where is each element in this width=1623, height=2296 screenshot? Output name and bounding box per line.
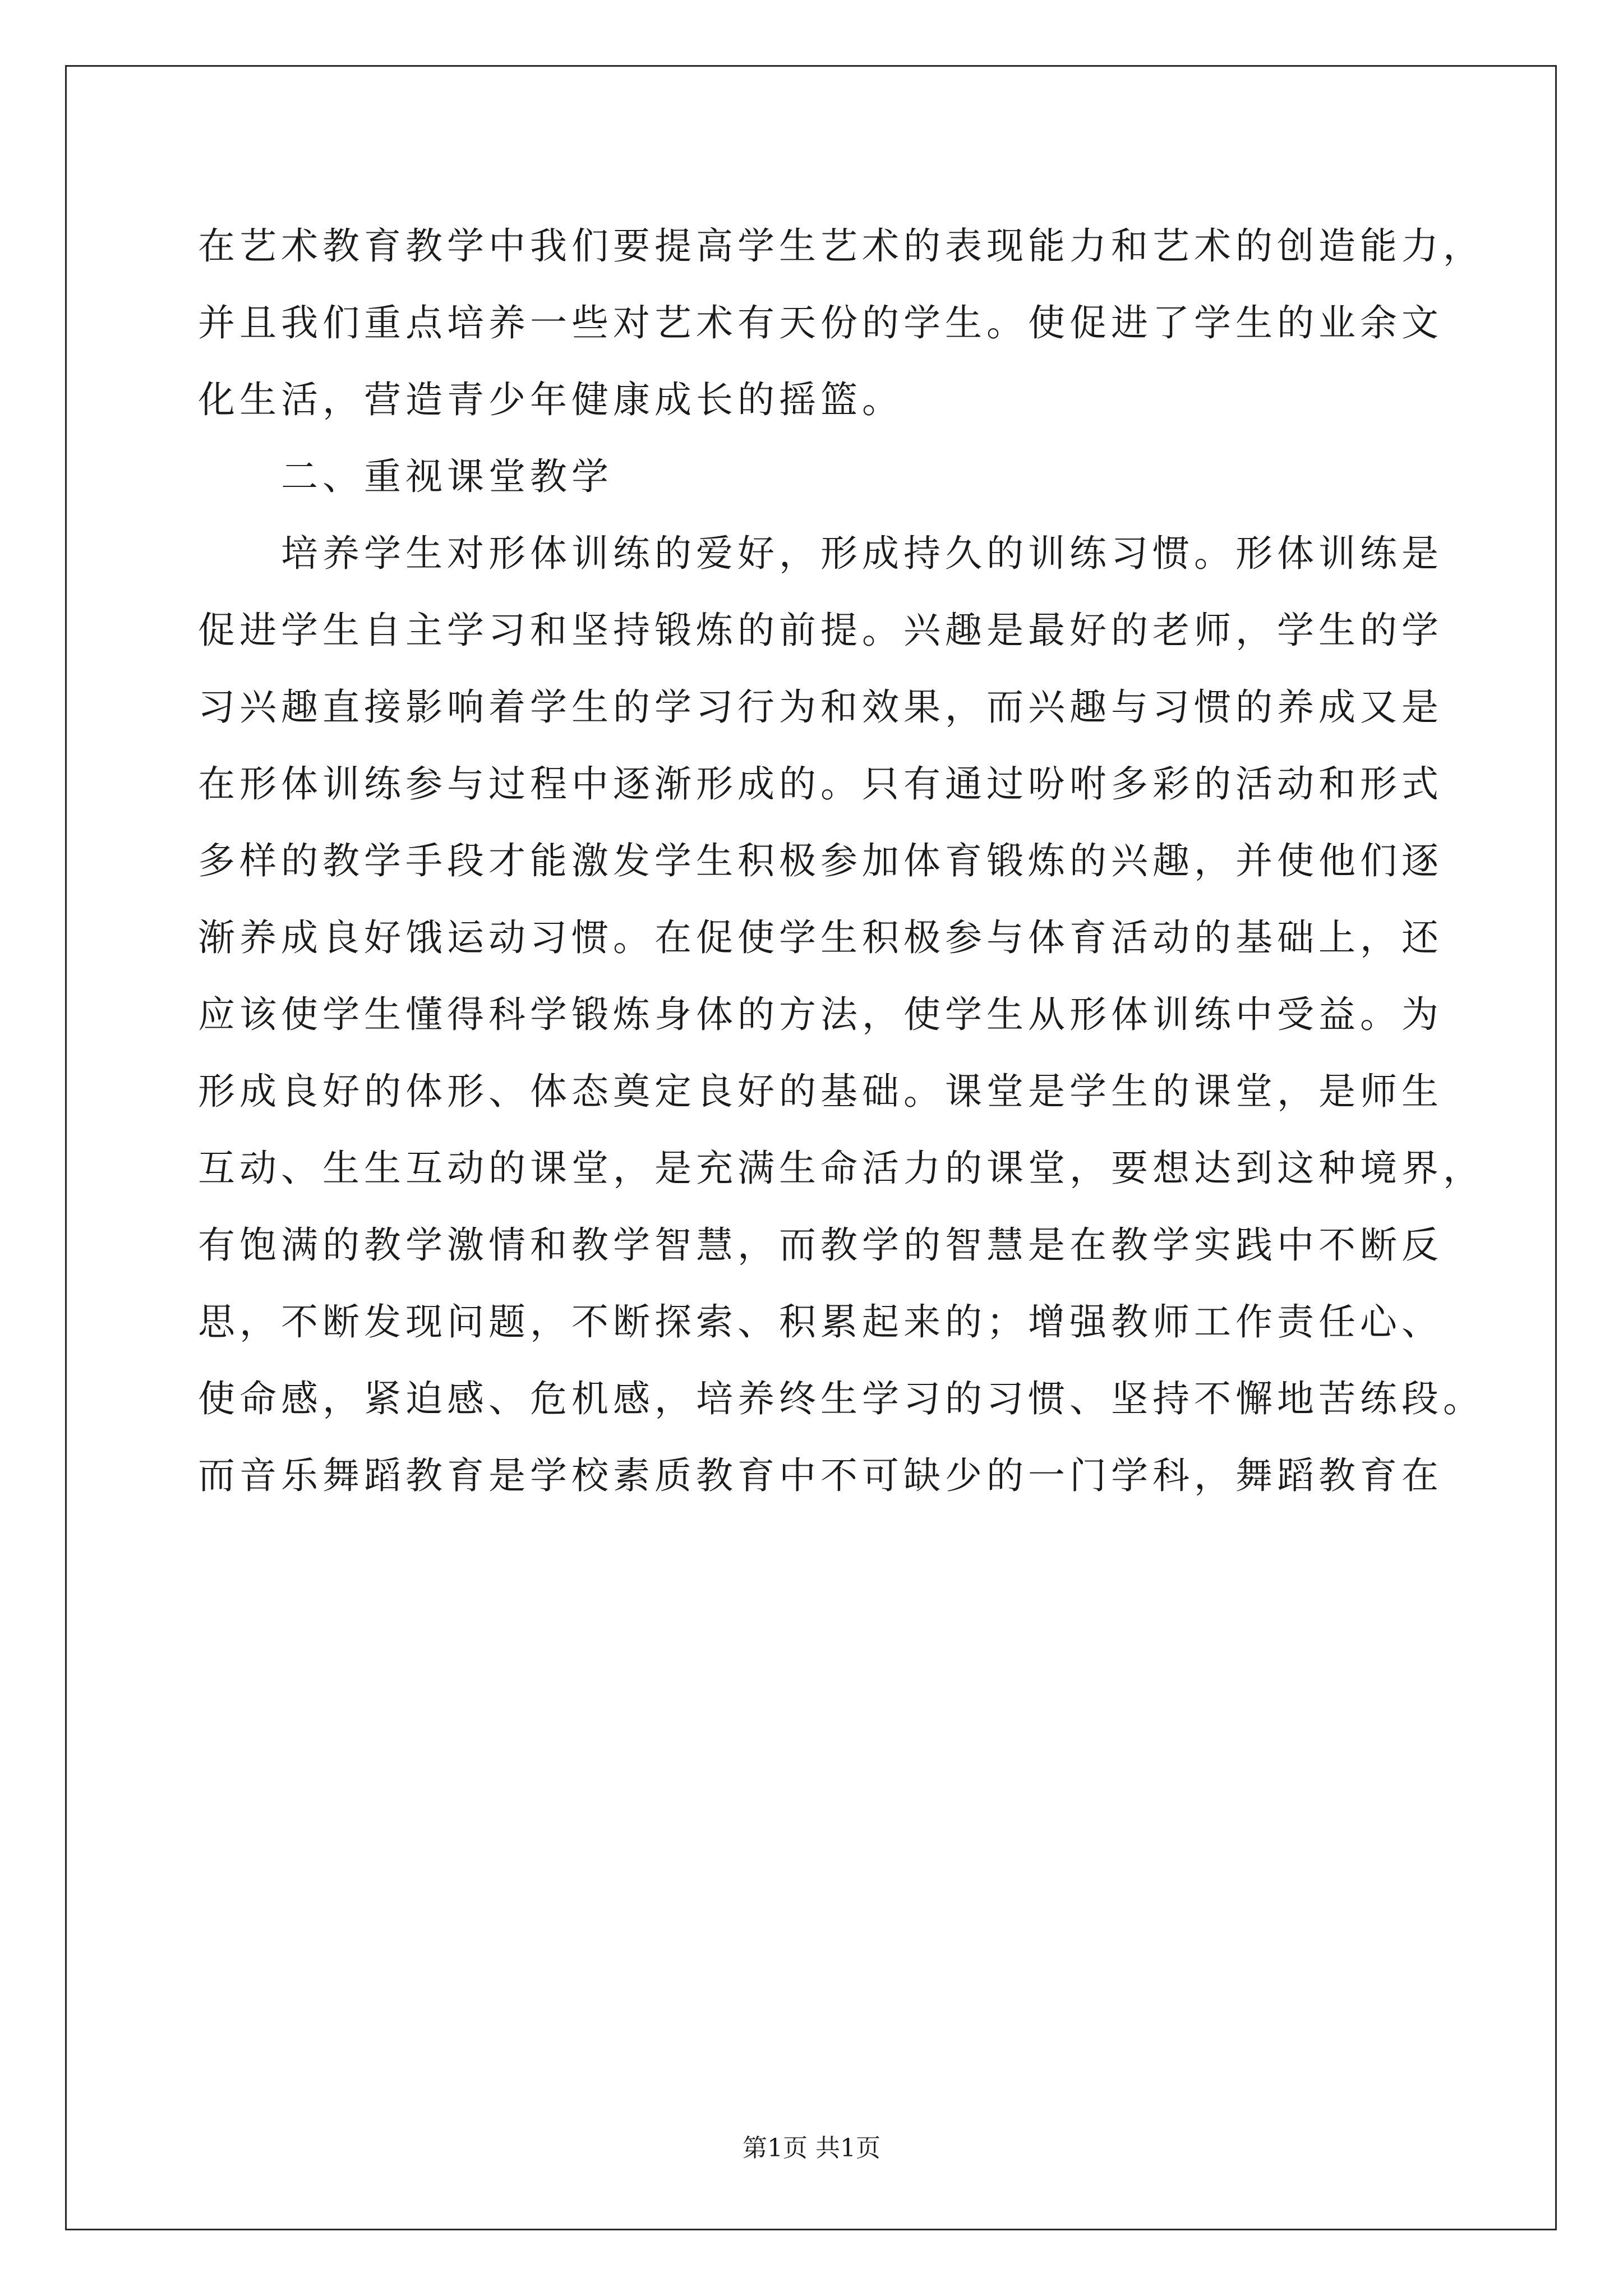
text-line: 培养学生对形体训练的爱好，形成持久的训练习惯。形体训练是 (281, 532, 1443, 575)
text-line: 应该使学生懂得科学锻炼身体的方法，使学生从形体训练中受益。为 (198, 993, 1443, 1036)
text-line: 互动、生生互动的课堂，是充满生命活力的课堂，要想达到这种境界， (198, 1147, 1484, 1190)
text-line: 使命感，紧迫感、危机感，培养终生学习的习惯、坚持不懈地苦练段。 (198, 1377, 1484, 1420)
text-line: 化生活，营造青少年健康成长的摇篮。 (198, 378, 903, 421)
text-line: 在艺术教育教学中我们要提高学生艺术的表现能力和艺术的创造能力， (198, 224, 1484, 268)
page-number-footer: 第1页 共1页 (743, 2134, 880, 2162)
text-line: 在形体训练参与过程中逐渐形成的。只有通过吩咐多彩的活动和形式 (198, 762, 1443, 806)
text-line: 并且我们重点培养一些对艺术有天份的学生。使促进了学生的业余文 (198, 301, 1443, 344)
text-line: 有饱满的教学激情和教学智慧，而教学的智慧是在教学实践中不断反 (198, 1223, 1443, 1267)
text-line: 多样的教学手段才能激发学生积极参加体育锻炼的兴趣，并使他们逐 (198, 839, 1443, 882)
text-line: 习兴趣直接影响着学生的学习行为和效果，而兴趣与习惯的养成又是 (198, 685, 1443, 729)
text-line: 渐养成良好饿运动习惯。在促使学生积极参与体育活动的基础上，还 (198, 916, 1443, 959)
text-line: 形成良好的体形、体态奠定良好的基础。课堂是学生的课堂，是师生 (198, 1070, 1443, 1113)
text-line: 思，不断发现问题，不断探索、积累起来的；增强教师工作责任心、 (198, 1300, 1443, 1343)
text-line: 促进学生自主学习和坚持锻炼的前提。兴趣是最好的老师，学生的学 (198, 609, 1443, 652)
text-line: 而音乐舞蹈教育是学校素质教育中不可缺少的一门学科，舞蹈教育在 (198, 1454, 1443, 1497)
text-line: 二、重视课堂教学 (281, 455, 613, 498)
document-body (198, 208, 1484, 1514)
